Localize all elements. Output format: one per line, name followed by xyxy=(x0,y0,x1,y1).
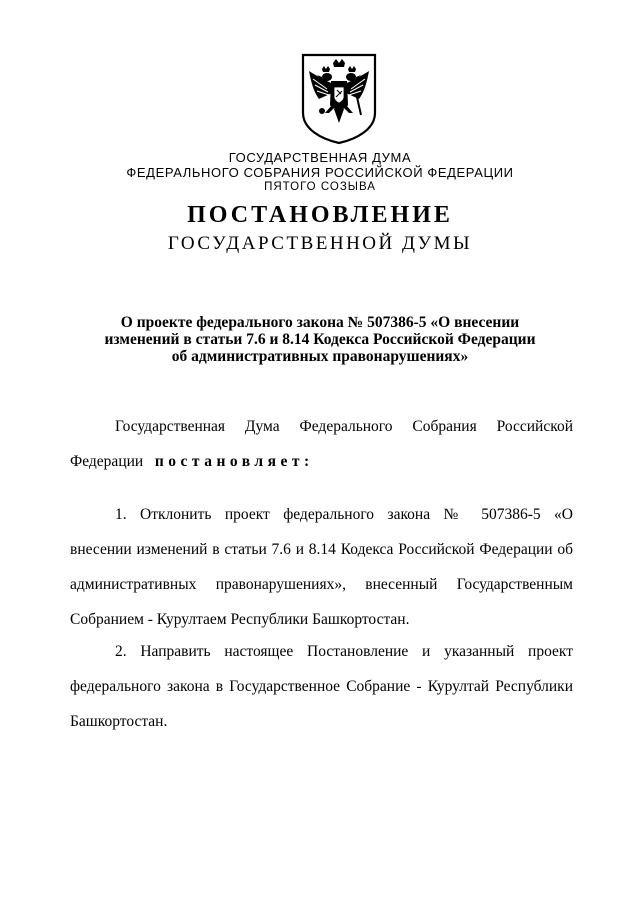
subject-heading xyxy=(60,314,580,365)
resolution-item-2 xyxy=(70,634,573,739)
document-subtitle: ГОСУДАРСТВЕННОЙ ДУМЫ xyxy=(167,233,473,254)
subject-line: О проекте федерального закона № 507386-5 «О внесении xyxy=(120,314,520,331)
paragraph-line: административных правонарушениях», внесенный Государственным xyxy=(70,576,573,593)
subject-line: об административных правонарушениях» xyxy=(171,348,469,365)
issuer-line-duma: ГОСУДАРСТВЕННАЯ ДУМА xyxy=(228,150,412,165)
coat-of-arms-emblem xyxy=(301,53,377,145)
paragraph-line: внесении изменений в статьи 7.6 и 8.14 Кодекса Российской Федерации об xyxy=(70,541,573,558)
paragraph-line: Государственная Дума Федерального Собрания Российской xyxy=(115,418,573,435)
double-headed-eagle-icon xyxy=(301,53,377,145)
paragraph-line: федерального закона в Государственное Собрание - Курултай Республики xyxy=(70,678,573,695)
paragraph-line: Собранием - Курултаем Республики Башкортостан. xyxy=(70,611,410,628)
preamble-paragraph xyxy=(70,409,573,479)
resolution-item-1 xyxy=(70,497,573,637)
resolution-verb: постановляет: xyxy=(154,453,314,470)
issuer-line-convocation: ПЯТОГО СОЗЫВА xyxy=(264,181,376,193)
paragraph-line: Башкортостан. xyxy=(70,713,168,730)
paragraph-line: 1. Отклонить проект федерального закона № 507386-5 «О xyxy=(115,506,573,523)
paragraph-line: 2. Направить настоящее Постановление и указанный проект xyxy=(115,643,573,660)
paragraph-line xyxy=(70,444,573,479)
preamble-subject: Федерации xyxy=(70,453,144,470)
subject-line: изменений в статьи 7.6 и 8.14 Кодекса Российской Федерации xyxy=(104,331,536,348)
document-title: ПОСТАНОВЛЕНИЕ xyxy=(187,202,453,228)
issuer-line-federal-assembly: ФЕДЕРАЛЬНОГО СОБРАНИЯ РОССИЙСКОЙ ФЕДЕРАЦИИ xyxy=(126,165,514,180)
